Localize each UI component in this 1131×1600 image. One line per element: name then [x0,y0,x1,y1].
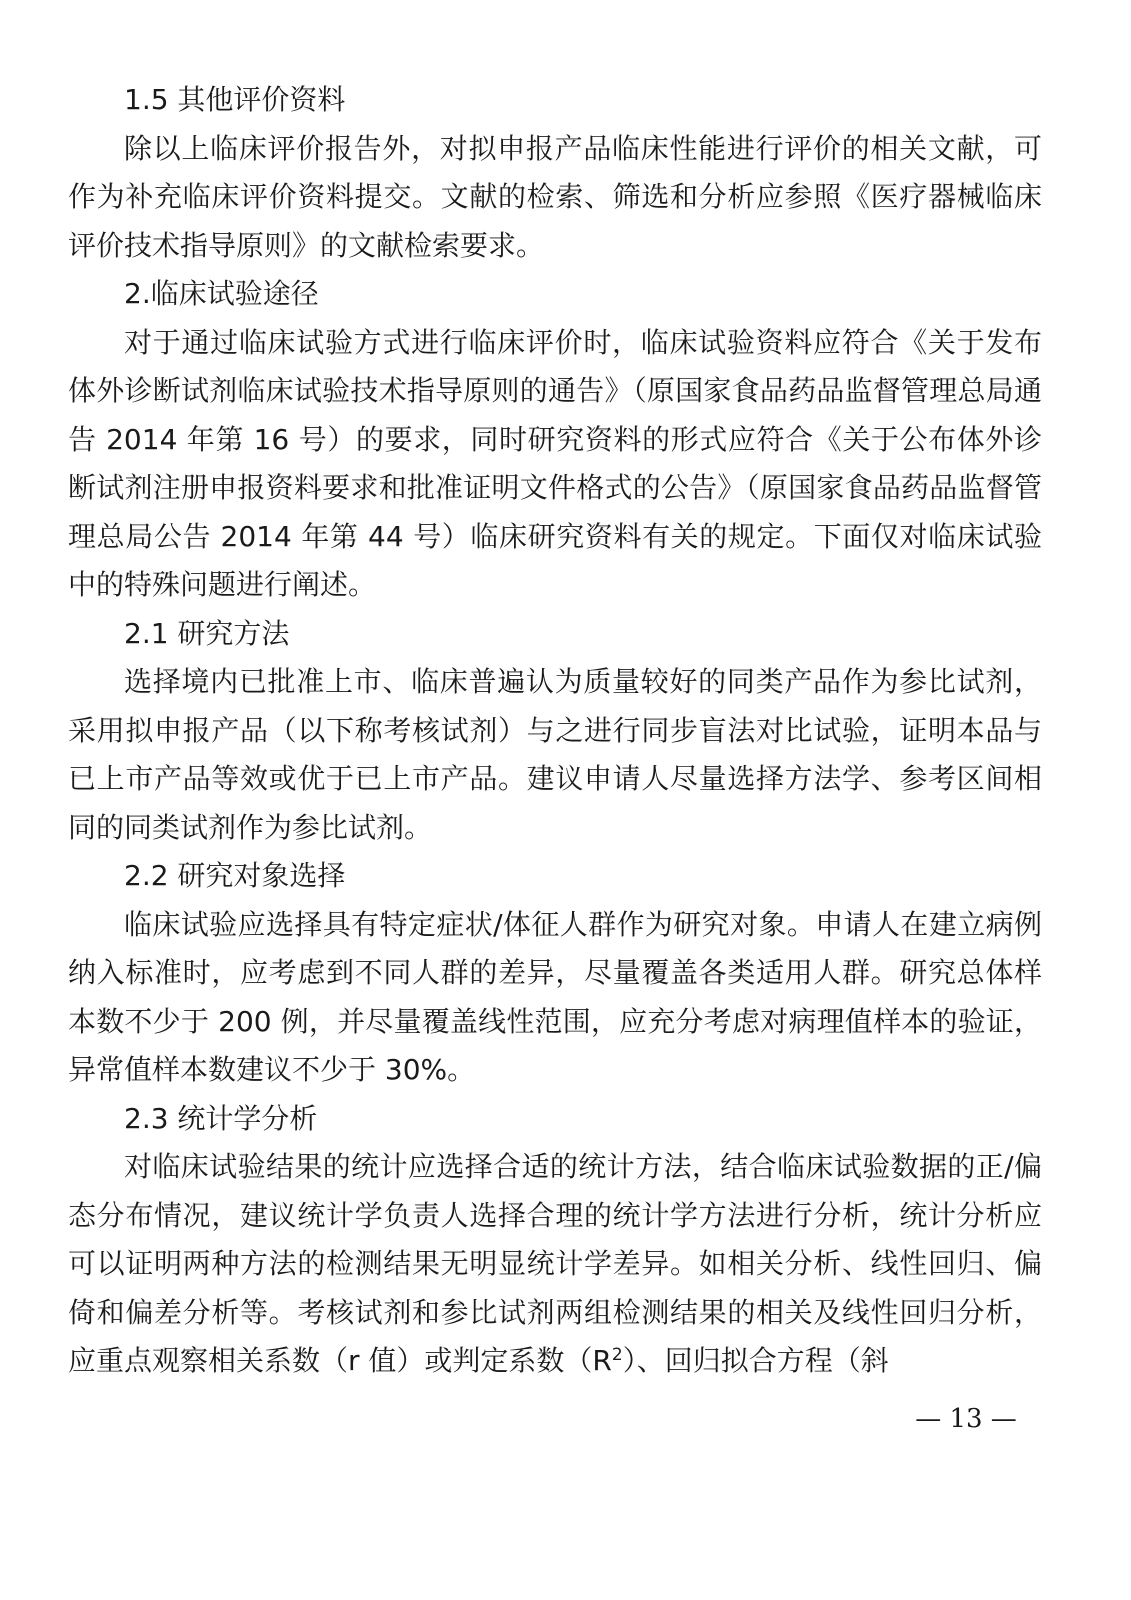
page-number: — 13 — [915,1404,1017,1434]
section-paragraph-2-3 [68,1143,1042,1386]
r-squared-superscript: 2 [611,1345,623,1365]
paragraph-text-after-superscript: ）、回归拟合方程（斜 [622,1344,889,1377]
section-heading-2: 2.临床试验途径 [124,277,319,310]
section-paragraph-2-2: 临床试验应选择具有特定症状/体征人群作为研究对象。申请人在建立病例纳入标准时，应考虑到不同人群的差异，尽量覆盖各类适用人群。研究总体样本数不少于 200 例，并尽量覆盖线性范围，应充分考虑对病理值样本的验证，异常值样本数建议不少于 30%。 [68,907,1042,1086]
section-heading-1-5: 1.5 其他评价资料 [124,83,346,116]
section-heading-2-1: 2.1 研究方法 [124,616,290,650]
section-heading-2-3: 2.3 统计学分析 [124,1101,318,1135]
section-paragraph-2-1: 选择境内已批准上市、临床普遍认为质量较好的同类产品作为参比试剂，采用拟申报产品（以下称考核试剂）与之进行同步盲法对比试验，证明本品与已上市产品等效或优于已上市产品。建议申请人尽量选择方法学、参考区间相同的同类试剂作为参比试剂。 [68,665,1042,844]
section-heading-2-2: 2.2 研究对象选择 [124,859,346,892]
section-paragraph-2: 对于通过临床试验方式进行临床评价时，临床试验资料应符合《关于发布体外诊断试剂临床试验技术指导原则的通告》（原国家食品药品监督管理总局通告 2014 年第 16 号）的要求，同时研究资料的形式应符合《关于公布体外诊断试剂注册申报资料要求和批准证明文件格式的公告》（原国家食品药品监督管理总局公告 2014 年第 44 号）临床研究资料有关的规定。下面仅对临床试验中的特殊问题进行阐述。 [68,325,1042,601]
paragraph-text-before-superscript: 对临床试验结果的统计应选择合适的统计方法，结合临床试验数据的正/偏态分布情况，建议统计学负责人选择合理的统计学方法进行分析，统计分析应可以证明两种方法的检测结果无明显统计学差异。如相关分析、线性回归、偏倚和偏差分析等。考核试剂和参比试剂两组检测结果的相关及线性回归分析，应重点观察相关系数（r 值）或判定系数（R [68,1150,1042,1377]
document-body [68,76,1042,1386]
section-paragraph-1-5: 除以上临床评价报告外，对拟申报产品临床性能进行评价的相关文献，可作为补充临床评价资料提交。文献的检索、筛选和分析应参照《医疗器械临床评价技术指导原则》的文献检索要求。 [68,131,1042,262]
